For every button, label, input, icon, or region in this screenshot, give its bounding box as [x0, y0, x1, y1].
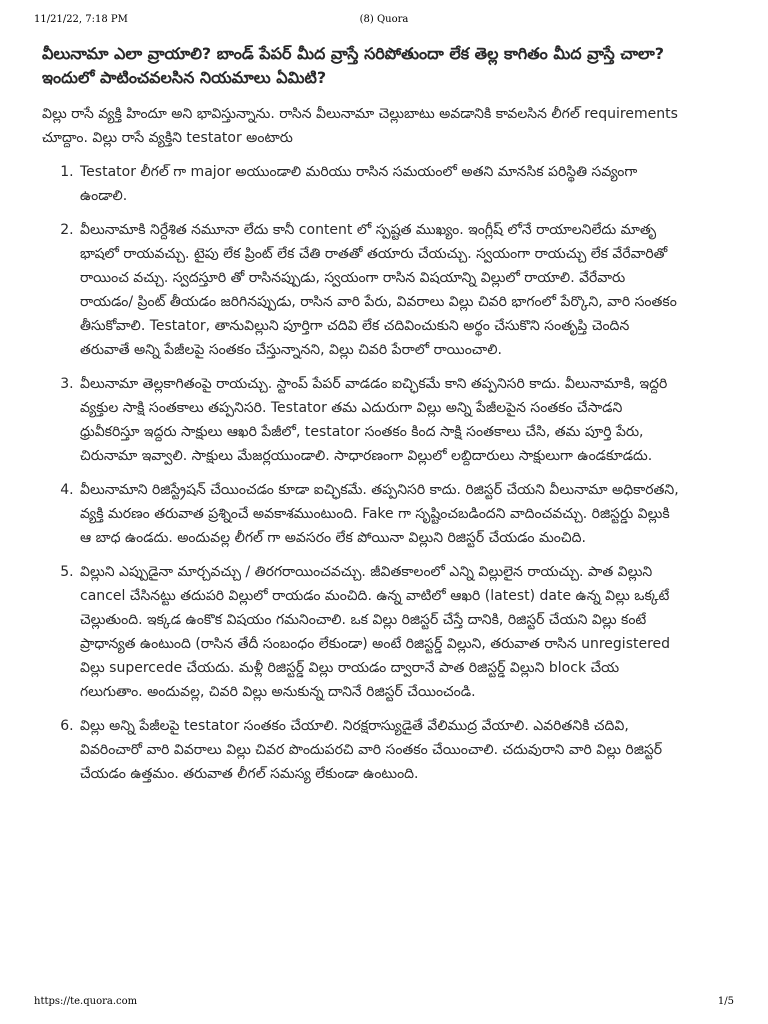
list-item: 4. వీలునామాని రిజిస్ట్రేషన్ చేయించడం కూడా ఐచ్ఛికమే. తప్పనిసరి కాదు. రిజిస్టర్ చేయని వీలునామా అధికారతని, వ్యక్తి మరణం తరువాత ప్రశ్నించే అవకాశముంటుంది. Fake గా సృష్టించబడిందని వాదించవచ్చు. రిజిస్టర్డు విల్లుకి ఆ బాధ ఉండదు. అందువల్ల లీగల్ గా అవసరం లేక పోయినా విల్లుని రిజిస్టర్ చేయడం మంచిది.	[78, 478, 682, 550]
print-footer	[34, 996, 734, 1010]
answer-content	[42, 42, 682, 796]
page-number: 1/5	[717, 996, 734, 1007]
question-title[interactable]: వీలునామా ఎలా వ్రాయాలి? బాండ్ పేపర్ మీద వ్రాస్తే సరిపోతుందా లేక తెల్ల కాగితం మీద వ్రాస్తే చాలా? ఇందులో పాటించవలసిన నియమాలు ఏమిటి?	[42, 44, 665, 87]
answer-intro: విల్లు రాసే వ్యక్తి హిందూ అని భావిస్తున్నాను. రాసిన వీలునామా చెల్లుబాటు అవడానికి కావలసిన లీగల్ requirements చూద్దాం. విల్లు రాసే వ్యక్తిని testator అంటారు	[42, 106, 678, 146]
list-item: 6. విల్లు అన్ని పేజీలపై testator సంతకం చేయాలి. నిరక్షరాస్యుడైతే వేలిముద్ర వేయాలి. ఎవరితనికి చదివి, వివరించారో వారి వివరాలు విల్లు చివర పొందుపరచి వారి సంతకం చేయించాలి. చదువురాని వారి విల్లు రిజిస్టర్ చేయడం ఉత్తమం. తరువాత లీగల్ సమస్య లేకుండా ఉంటుంది.	[78, 714, 682, 786]
list-item: 1. Testator లీగల్ గా major అయుండాలి మరియు రాసిన సమయంలో అతని మానసిక పరిస్థితి సవ్యంగా ఉండాలి.	[78, 160, 682, 208]
list-item: 3. వీలునామా తెల్లకాగితంపై రాయచ్చు. స్టాంప్ పేపర్ వాడడం ఐచ్ఛికమే కాని తప్పనిసరి కాదు. వీలునామాకి, ఇద్దరి వ్యక్తుల సాక్షి సంతకాలు తప్పనిసరి. Testator తమ ఎదురుగా విల్లు అన్ని పేజీలపైన సంతకం చేసాడని ధ్రువీకరిస్తూ ఇద్దరు సాక్షులు ఆఖరి పేజీలో, testator సంతకం కింద సాక్షి సంతకాలు చేసి, తమ పూర్తి పేరు, చిరునామా ఇవ్వాలి. సాక్షులు మేజర్లయుండాలి. సాధారణంగా విల్లులో లబ్దిదారులు సాక్షులుగా ఉండకూడదు.	[78, 372, 682, 468]
rules-list	[42, 160, 682, 786]
print-date: 11/21/22, 7:18 PM	[34, 14, 128, 25]
list-item: 5. విల్లుని ఎప్పుడైనా మార్చవచ్చు / తిరగరాయించవచ్చు. జీవితకాలంలో ఎన్ని విల్లులైన రాయచ్చు. పాత విల్లుని cancel చేసినట్టు తదుపరి విల్లులో రాయడం మంచిది. ఉన్న వాటిలో ఆఖరి (latest) date ఉన్న విల్లు ఒక్కటే చెల్లుతుంది. ఇక్కడ ఉంకొక విషయం గమనించాలి. ఒక విల్లు రిజిస్టర్ చేస్తే దానికి, రిజిస్టర్ చేయని విల్లు కంటే ప్రాధాన్యత ఉంటుంది (రాసిన తేదీ సంబంధం లేకుండా) అంటే రిజిస్టర్డ్ విల్లుని, తరువాత రాసిన unregistered విల్లు supercede చేయదు. మళ్లీ రిజిస్టర్డ్ విల్లు రాయడం ద్వారానే పాత రిజిస్టర్డ్ విల్లుని block చేయ గలుగుతాం. అందువల్ల, చివరి విల్లు అనుకున్న దానినే రిజిస్టర్ చేయించండి.	[78, 560, 682, 704]
print-header	[34, 14, 734, 28]
print-page-title: (8) Quora	[359, 14, 409, 25]
print-url: https://te.quora.com	[34, 996, 138, 1007]
list-item: 2. వీలునామాకి నిర్దేశిత నమూనా లేదు కానీ content లో స్పష్టత ముఖ్యం. ఇంగ్లీష్ లోనే రాయాలనిలేదు మాతృ భాషలో రాయవచ్చు. టైపు లేక ప్రింట్ లేక చేతి రాతతో తయారు చేయచ్చు. స్వయంగా రాయచ్చు లేక వేరేవారితో రాయించ వచ్చు. స్వదస్తూరి తో రాసినప్పుడు, స్వయంగా రాసిన విషయాన్ని విల్లులో రాయాలి. వేరేవారు రాయడం/ ప్రింట్ తీయడం జరిగినప్పుడు, రాసిన వారి పేరు, వివరాలు విల్లు చివరి భాగంలో పేర్కొని, వారి సంతకం తీసుకోవాలి. Testator, తానువిల్లుని పూర్తిగా చదివి లేక చదివించుకుని అర్థం చేసుకొని సంతృప్తి చెందిన తరువాతే అన్ని పేజీలపై సంతకం చేస్తున్నానని, విల్లు చివరి పేరాలో రాయించాలి.	[78, 218, 682, 362]
